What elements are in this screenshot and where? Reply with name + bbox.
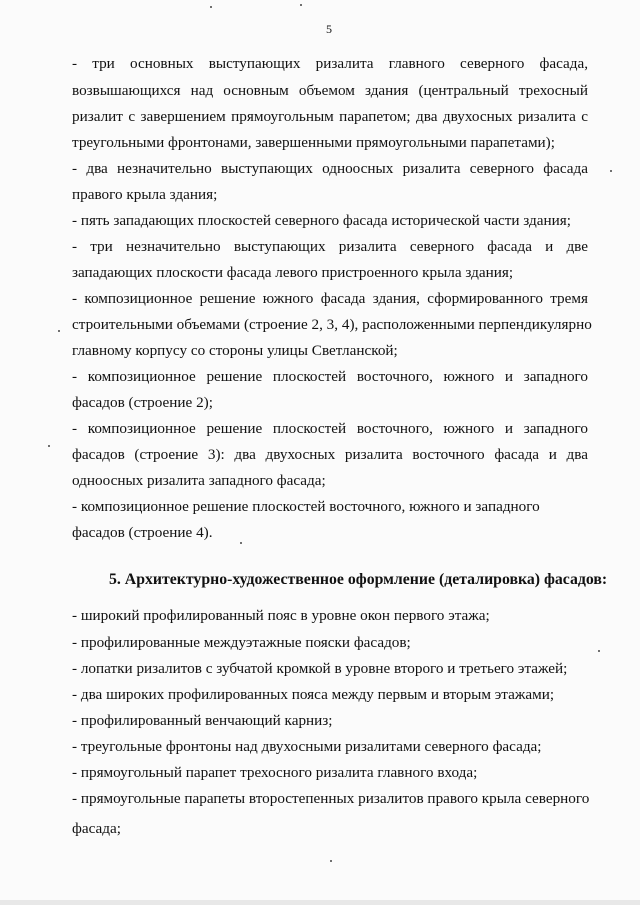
page-number: 5 — [326, 22, 332, 36]
scan-speck — [48, 445, 50, 447]
text-line: - композиционное решение плоскостей восточного, южного и западного — [72, 368, 588, 385]
section-heading: 5. Архитектурно-художественное оформление (деталировка) фасадов: — [109, 571, 608, 588]
text-line: фасадов (строение 4). — [72, 524, 213, 541]
scan-speck — [598, 650, 600, 652]
text-line: - пять западающих плоскостей северного фасада исторической части здания; — [72, 212, 571, 229]
scan-speck — [300, 4, 302, 6]
text-line: главному корпусу со стороны улицы Светланской; — [72, 342, 398, 359]
text-line: строительными объемами (строение 2, 3, 4), расположенными перпендикулярно — [72, 316, 592, 333]
text-line: треугольными фронтонами, завершенными прямоугольными парапетами); — [72, 134, 555, 151]
scan-speck — [240, 542, 242, 544]
text-line: - прямоугольный парапет трехосного ризалита главного входа; — [72, 764, 478, 781]
text-line: - профилированный венчающий карниз; — [72, 712, 333, 729]
text-line: - композиционное решение южного фасада здания, сформированного тремя — [72, 290, 588, 307]
scan-speck — [210, 6, 212, 8]
text-line: - композиционное решение плоскостей восточного, южного и западного — [72, 420, 588, 437]
text-line: фасада; — [72, 820, 121, 837]
text-line: правого крыла здания; — [72, 186, 218, 203]
scan-speck — [610, 170, 612, 172]
text-line: - лопатки ризалитов с зубчатой кромкой в уровне второго и третьего этажей; — [72, 660, 568, 677]
text-line: возвышающихся над основным объемом здания (центральный трехосный — [72, 82, 588, 99]
scan-speck — [58, 330, 60, 332]
text-line: - два широких профилированных пояса между первым и вторым этажами; — [72, 686, 555, 703]
text-line: - прямоугольные парапеты второстепенных ризалитов правого крыла северного — [72, 790, 590, 807]
scan-edge — [0, 900, 640, 905]
text-line: - два незначительно выступающих одноосных ризалита северного фасада — [72, 160, 588, 177]
text-line: одноосных ризалита западного фасада; — [72, 472, 326, 489]
text-line: - профилированные междуэтажные пояски фасадов; — [72, 634, 411, 651]
scan-speck — [330, 860, 332, 862]
text-line: фасадов (строение 2); — [72, 394, 213, 411]
text-line: - композиционное решение плоскостей восточного, южного и западного — [72, 498, 540, 515]
text-line: западающих плоскости фасада левого пристроенного крыла здания; — [72, 264, 514, 281]
text-line: - три основных выступающих ризалита главного северного фасада, — [72, 55, 588, 72]
text-line: - широкий профилированный пояс в уровне окон первого этажа; — [72, 607, 490, 624]
text-line: - три незначительно выступающих ризалита северного фасада и две — [72, 238, 588, 255]
text-line: ризалит с завершением прямоугольным парапетом; два двухосных ризалита с — [72, 108, 588, 125]
text-line: - треугольные фронтоны над двухосными ризалитами северного фасада; — [72, 738, 542, 755]
text-line: фасадов (строение 3): два двухосных ризалита восточного фасада и два — [72, 446, 588, 463]
